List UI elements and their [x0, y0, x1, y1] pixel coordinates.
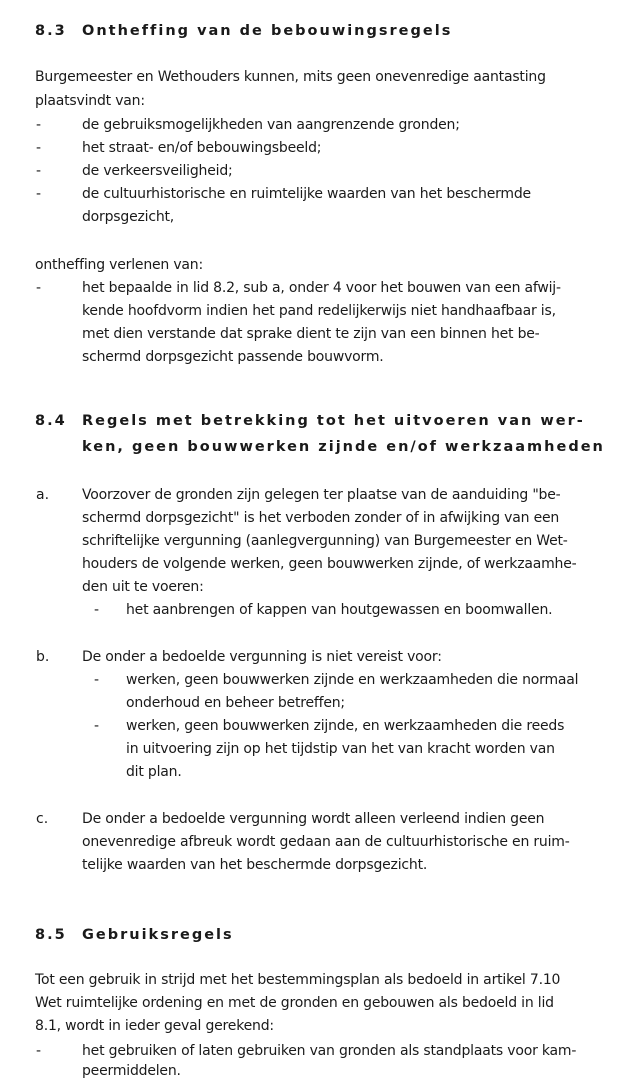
- item-label-b: b.: [36, 649, 50, 665]
- bullet-dash: -: [36, 186, 42, 202]
- list-item-continuation: schermd dorpsgezicht passende bouwvorm.: [82, 349, 384, 365]
- bullet-dash: -: [36, 1043, 42, 1059]
- section-8-5-number: 8.5: [35, 927, 67, 943]
- paragraph-line: schriftelijke vergunning (aanlegvergunning) van Burgemeester en Wet-: [82, 533, 568, 549]
- paragraph-line: De onder a bedoelde vergunning wordt alleen verleend indien geen: [82, 811, 545, 827]
- paragraph-line: houders de volgende werken, geen bouwwerken zijnde, of werkzaamhe-: [82, 556, 577, 572]
- paragraph-line: Voorzover de gronden zijn gelegen ter plaatse van de aanduiding "be-: [82, 487, 561, 503]
- item-label-c: c.: [36, 811, 49, 827]
- bullet-dash: -: [94, 602, 100, 618]
- list-item: het straat- en/of bebouwingsbeeld;: [82, 140, 322, 156]
- list-item: werken, geen bouwwerken zijnde, en werkzaamheden die reeds: [126, 718, 565, 734]
- bullet-dash: -: [94, 718, 100, 734]
- section-8-4-number: 8.4: [35, 413, 67, 429]
- list-item: de cultuurhistorische en ruimtelijke waarden van het beschermde: [82, 186, 531, 202]
- list-item: het aanbrengen of kappen van houtgewassen en boomwallen.: [126, 602, 553, 618]
- paragraph-line: schermd dorpsgezicht" is het verboden zonder of in afwijking van een: [82, 510, 560, 526]
- section-8-5-intro-line: Wet ruimtelijke ordening en met de gronden en gebouwen als bedoeld in lid: [35, 995, 554, 1011]
- section-8-4-title-continuation: ken, geen bouwwerken zijnde en/of werkzaamheden: [82, 439, 605, 455]
- list-item-continuation: in uitvoering zijn op het tijdstip van het van kracht worden van: [126, 741, 555, 757]
- list-item: werken, geen bouwwerken zijnde en werkzaamheden die normaal: [126, 672, 579, 688]
- list-item-continuation: dorpsgezicht,: [82, 209, 175, 225]
- paragraph-line: den uit te voeren:: [82, 579, 204, 595]
- list-item: de verkeersveiligheid;: [82, 163, 233, 179]
- list-item-continuation: kende hoofdvorm indien het pand redelijkerwijs niet handhaafbaar is,: [82, 303, 556, 319]
- bullet-dash: -: [36, 163, 42, 179]
- list-item: het bepaalde in lid 8.2, sub a, onder 4 voor het bouwen van een afwij-: [82, 280, 561, 296]
- paragraph-line: onevenredige afbreuk wordt gedaan aan de cultuurhistorische en ruim-: [82, 834, 570, 850]
- bullet-dash: -: [36, 280, 42, 296]
- list-item: de gebruiksmogelijkheden van aangrenzende gronden;: [82, 117, 460, 133]
- section-8-3-title: Ontheffing van de bebouwingsregels: [82, 23, 453, 39]
- section-8-3-lead: ontheffing verlenen van:: [35, 257, 203, 273]
- list-item-continuation: onderhoud en beheer betreffen;: [126, 695, 345, 711]
- list-item-continuation: peermiddelen.: [82, 1063, 181, 1079]
- section-8-5-intro-line: Tot een gebruik in strijd met het bestemmingsplan als bedoeld in artikel 7.10: [35, 972, 561, 988]
- section-8-5-title: Gebruiksregels: [82, 927, 234, 943]
- section-8-4-title: Regels met betrekking tot het uitvoeren van wer-: [82, 413, 585, 429]
- section-8-5-intro-line: 8.1, wordt in ieder geval gerekend:: [35, 1018, 274, 1034]
- list-item-continuation: dit plan.: [126, 764, 182, 780]
- section-8-3-intro-line: Burgemeester en Wethouders kunnen, mits geen onevenredige aantasting: [35, 69, 546, 85]
- bullet-dash: -: [36, 117, 42, 133]
- list-item: het gebruiken of laten gebruiken van gronden als standplaats voor kam-: [82, 1043, 577, 1059]
- bullet-dash: -: [36, 140, 42, 156]
- bullet-dash: -: [94, 672, 100, 688]
- section-8-3-number: 8.3: [35, 23, 67, 39]
- paragraph-line: De onder a bedoelde vergunning is niet vereist voor:: [82, 649, 442, 665]
- item-label-a: a.: [36, 487, 50, 503]
- section-8-3-intro-line: plaatsvindt van:: [35, 93, 145, 109]
- list-item-continuation: met dien verstande dat sprake dient te zijn van een binnen het be-: [82, 326, 540, 342]
- paragraph-line: telijke waarden van het beschermde dorpsgezicht.: [82, 857, 428, 873]
